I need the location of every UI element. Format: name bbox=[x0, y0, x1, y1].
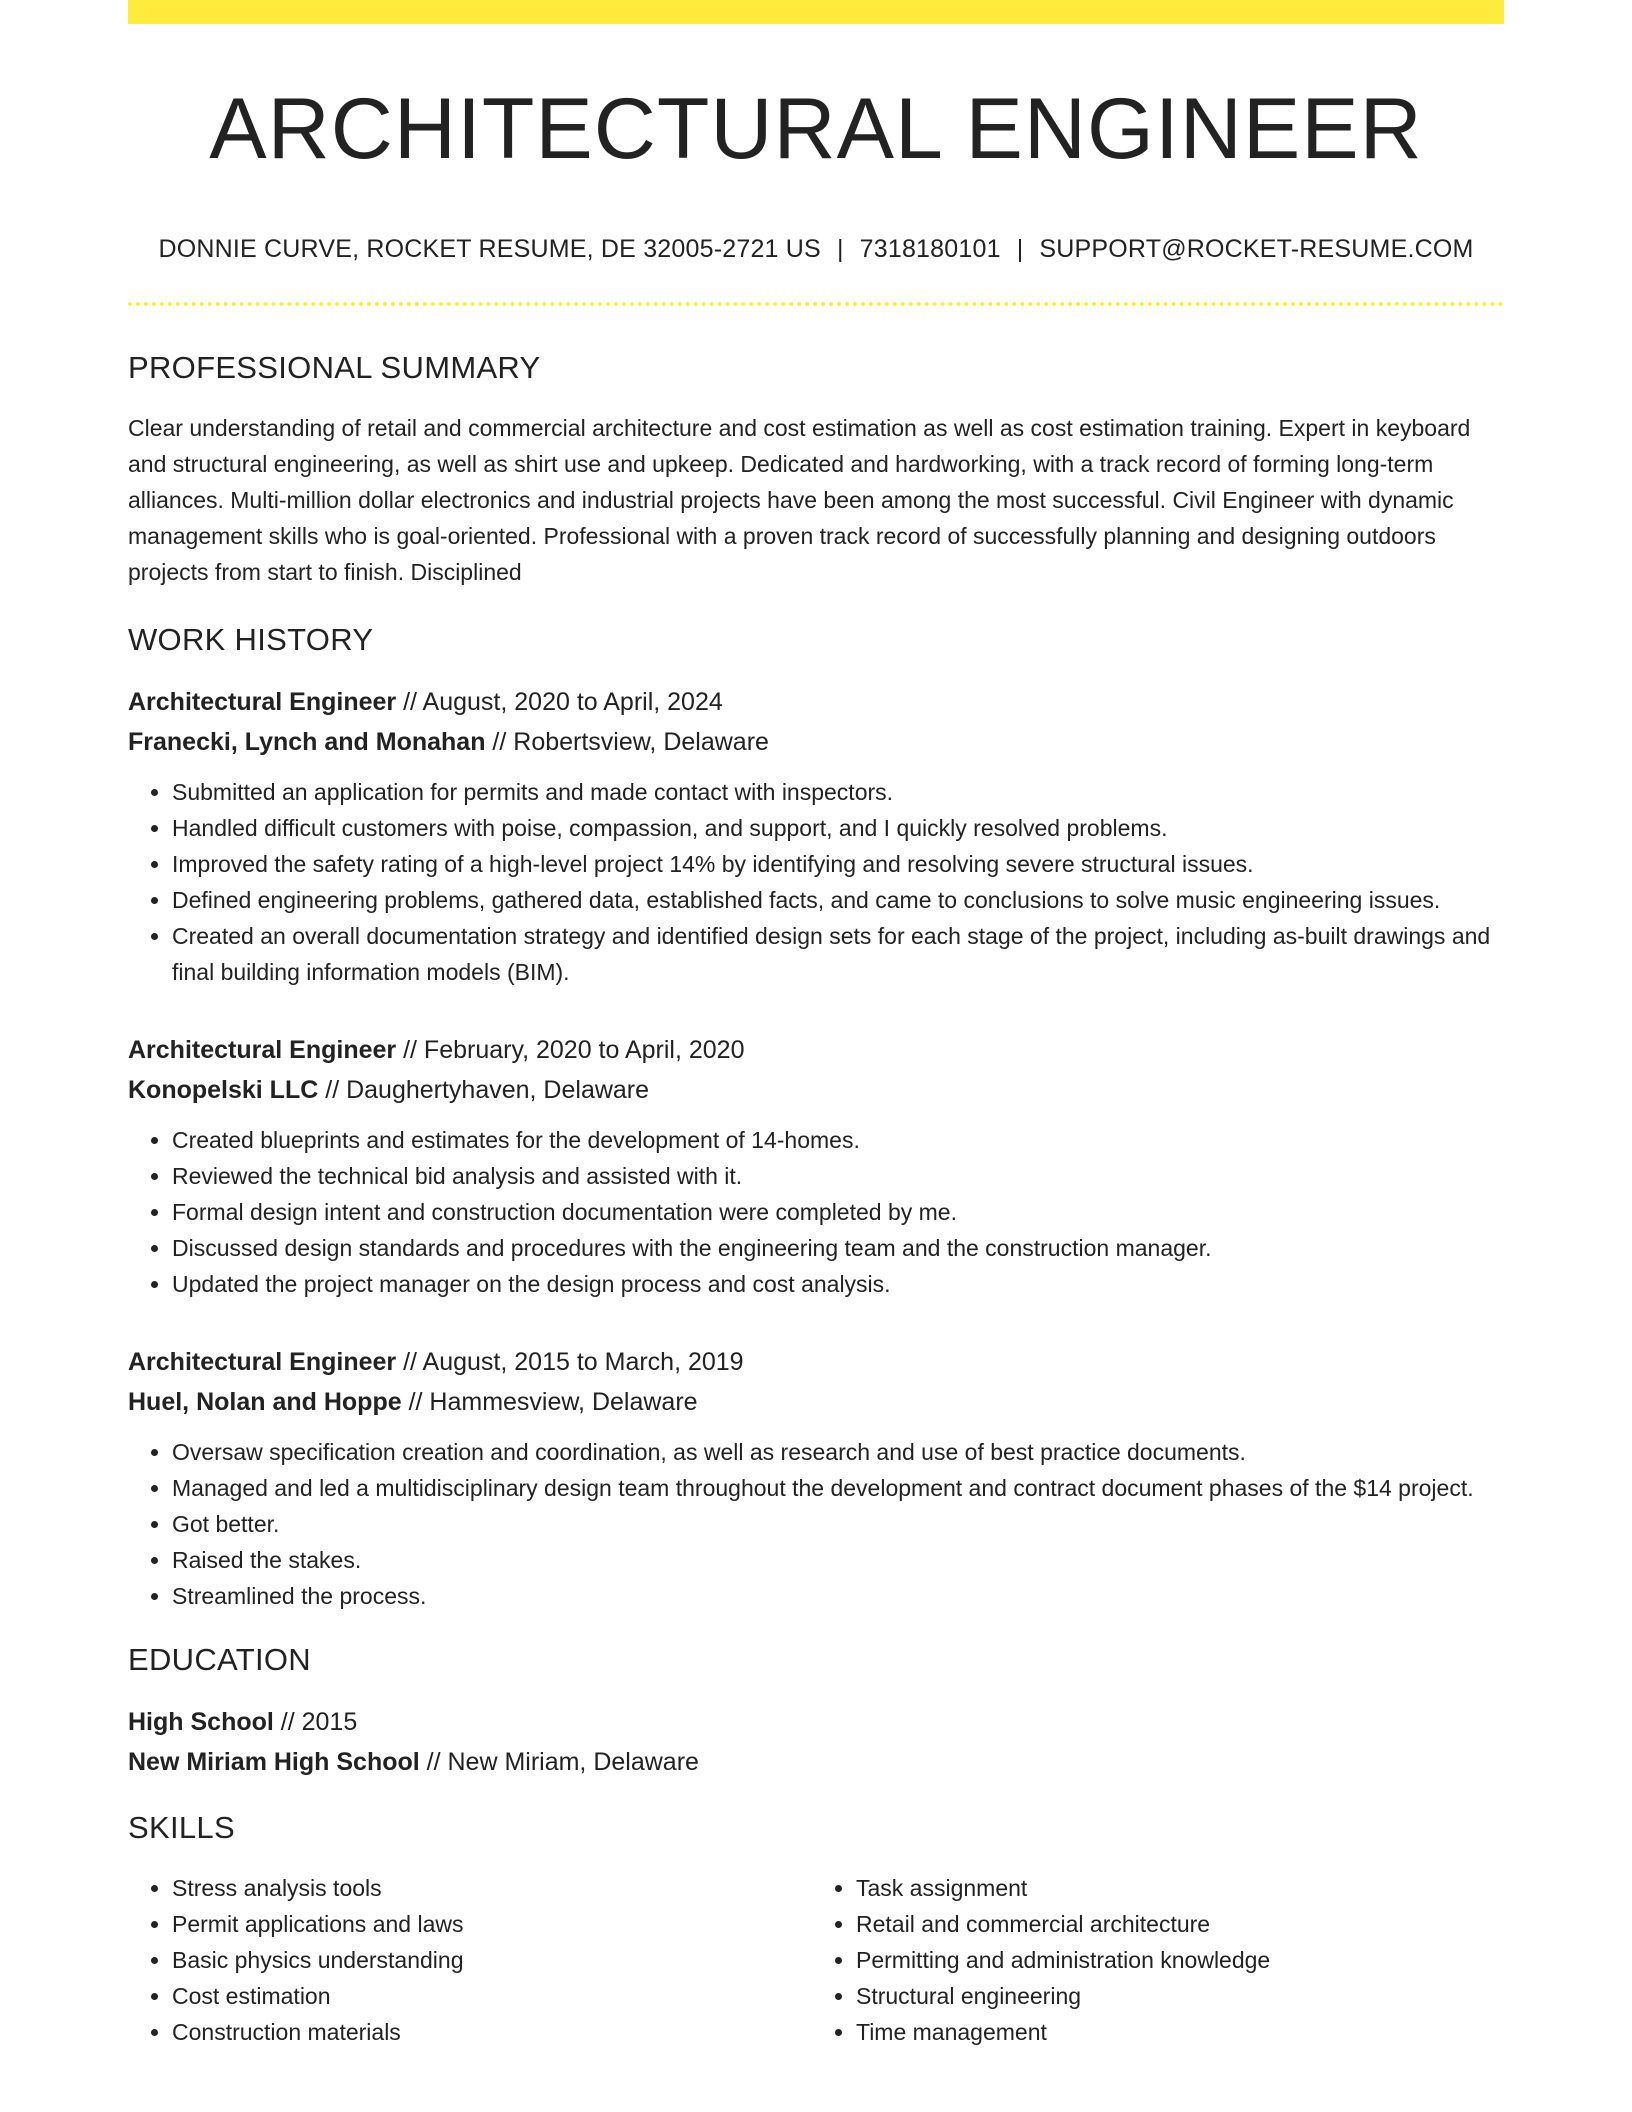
education-location: // New Miriam, Delaware bbox=[419, 1747, 699, 1776]
contact-separator: | bbox=[836, 234, 844, 263]
job-bullet: • Managed and led a multidisciplinary design team throughout the development and contract document phases of the $14 project. bbox=[172, 1470, 1504, 1506]
education-school-line bbox=[128, 1742, 1504, 1782]
job-location: // Hammesview, Delaware bbox=[401, 1387, 698, 1416]
summary-heading: PROFESSIONAL SUMMARY bbox=[128, 349, 541, 385]
job-company: Konopelski LLC bbox=[128, 1075, 319, 1104]
job-title-line bbox=[128, 1342, 1504, 1382]
dotted-divider bbox=[128, 302, 1504, 306]
skills-heading: SKILLS bbox=[128, 1809, 235, 1845]
top-accent-bar bbox=[128, 0, 1504, 24]
job-bullets bbox=[128, 1122, 1504, 1302]
job-location: // Robertsview, Delaware bbox=[485, 727, 769, 756]
contact-line bbox=[128, 235, 1504, 264]
skills-columns bbox=[128, 1870, 1504, 2050]
education-entry bbox=[128, 1702, 1504, 1782]
job-title-line bbox=[128, 682, 1504, 722]
skill-item: • Permitting and administration knowledge bbox=[856, 1942, 1490, 1978]
contact-address: DONNIE CURVE, ROCKET RESUME, DE 32005-2721 US bbox=[158, 234, 821, 263]
education-year: // 2015 bbox=[273, 1707, 358, 1736]
job-bullet: • Created blueprints and estimates for the development of 14-homes. bbox=[172, 1122, 1504, 1158]
job-dates: // February, 2020 to April, 2020 bbox=[396, 1035, 745, 1064]
skills-list-right bbox=[806, 1870, 1490, 2050]
job-company: Huel, Nolan and Hoppe bbox=[128, 1387, 402, 1416]
job-bullet: • Reviewed the technical bid analysis and assisted with it. bbox=[172, 1158, 1504, 1194]
job-company-line bbox=[128, 1382, 1504, 1422]
education-heading: EDUCATION bbox=[128, 1641, 311, 1677]
education-degree: High School bbox=[128, 1707, 274, 1736]
skill-item: • Construction materials bbox=[172, 2014, 806, 2050]
job-title: Architectural Engineer bbox=[128, 687, 397, 716]
summary-text: Clear understanding of retail and commercial architecture and cost estimation as well as cost estimation training. Expert in keyboard and structural engineering, as well as shirt use and upkeep. Dedicated and hardworking, with a track record of forming long-term alliances. Multi-million dollar electronics and industrial projects have been among the most successful. Civil Engineer with dynamic management skills who is goal-oriented. Professional with a proven track record of successfully planning and designing outdoors projects from start to finish. Disciplined bbox=[128, 414, 1471, 585]
job-bullets bbox=[128, 774, 1504, 990]
education-school: New Miriam High School bbox=[128, 1747, 420, 1776]
job-title: Architectural Engineer bbox=[128, 1035, 397, 1064]
skill-item: • Permit applications and laws bbox=[172, 1906, 806, 1942]
page-title: ARCHITECTURAL ENGINEER bbox=[209, 81, 1423, 177]
resume-page bbox=[128, 0, 1504, 2050]
job-bullet: • Submitted an application for permits and made contact with inspectors. bbox=[172, 774, 1504, 810]
skill-item: • Basic physics understanding bbox=[172, 1942, 806, 1978]
job-title: Architectural Engineer bbox=[128, 1347, 397, 1376]
skills-list-left bbox=[128, 1870, 806, 2050]
job-bullet: • Discussed design standards and procedures with the engineering team and the construction manager. bbox=[172, 1230, 1504, 1266]
job-entry bbox=[128, 682, 1504, 990]
job-dates: // August, 2015 to March, 2019 bbox=[396, 1347, 744, 1376]
job-dates: // August, 2020 to April, 2024 bbox=[396, 687, 723, 716]
job-bullet: • Streamlined the process. bbox=[172, 1578, 1504, 1614]
contact-separator: | bbox=[1016, 234, 1024, 263]
job-bullet: • Created an overall documentation strategy and identified design sets for each stage of the project, including as-built drawings and final building information models (BIM). bbox=[172, 918, 1504, 990]
job-bullet: • Raised the stakes. bbox=[172, 1542, 1504, 1578]
job-entry bbox=[128, 1342, 1504, 1614]
job-bullet: • Got better. bbox=[172, 1506, 1504, 1542]
job-bullet: • Handled difficult customers with poise, compassion, and support, and I quickly resolved problems. bbox=[172, 810, 1504, 846]
contact-email: SUPPORT@ROCKET-RESUME.COM bbox=[1039, 234, 1474, 263]
skill-item: • Task assignment bbox=[856, 1870, 1490, 1906]
job-bullet: • Defined engineering problems, gathered data, established facts, and came to conclusions to solve music engineering issues. bbox=[172, 882, 1504, 918]
job-location: // Daughertyhaven, Delaware bbox=[318, 1075, 650, 1104]
job-bullet: • Oversaw specification creation and coordination, as well as research and use of best practice documents. bbox=[172, 1434, 1504, 1470]
job-entry bbox=[128, 1030, 1504, 1302]
job-company-line bbox=[128, 722, 1504, 762]
job-bullet: • Updated the project manager on the design process and cost analysis. bbox=[172, 1266, 1504, 1302]
job-bullet: • Formal design intent and construction documentation were completed by me. bbox=[172, 1194, 1504, 1230]
job-company: Franecki, Lynch and Monahan bbox=[128, 727, 486, 756]
work-history-heading: WORK HISTORY bbox=[128, 621, 374, 657]
skill-item: • Retail and commercial architecture bbox=[856, 1906, 1490, 1942]
education-degree-line bbox=[128, 1702, 1504, 1742]
skill-item: • Structural engineering bbox=[856, 1978, 1490, 2014]
contact-phone: 7318180101 bbox=[859, 234, 1001, 263]
job-bullet: • Improved the safety rating of a high-level project 14% by identifying and resolving severe structural issues. bbox=[172, 846, 1504, 882]
skill-item: • Time management bbox=[856, 2014, 1490, 2050]
skill-item: • Cost estimation bbox=[172, 1978, 806, 2014]
job-company-line bbox=[128, 1070, 1504, 1110]
skill-item: • Stress analysis tools bbox=[172, 1870, 806, 1906]
job-bullets bbox=[128, 1434, 1504, 1614]
job-title-line bbox=[128, 1030, 1504, 1070]
